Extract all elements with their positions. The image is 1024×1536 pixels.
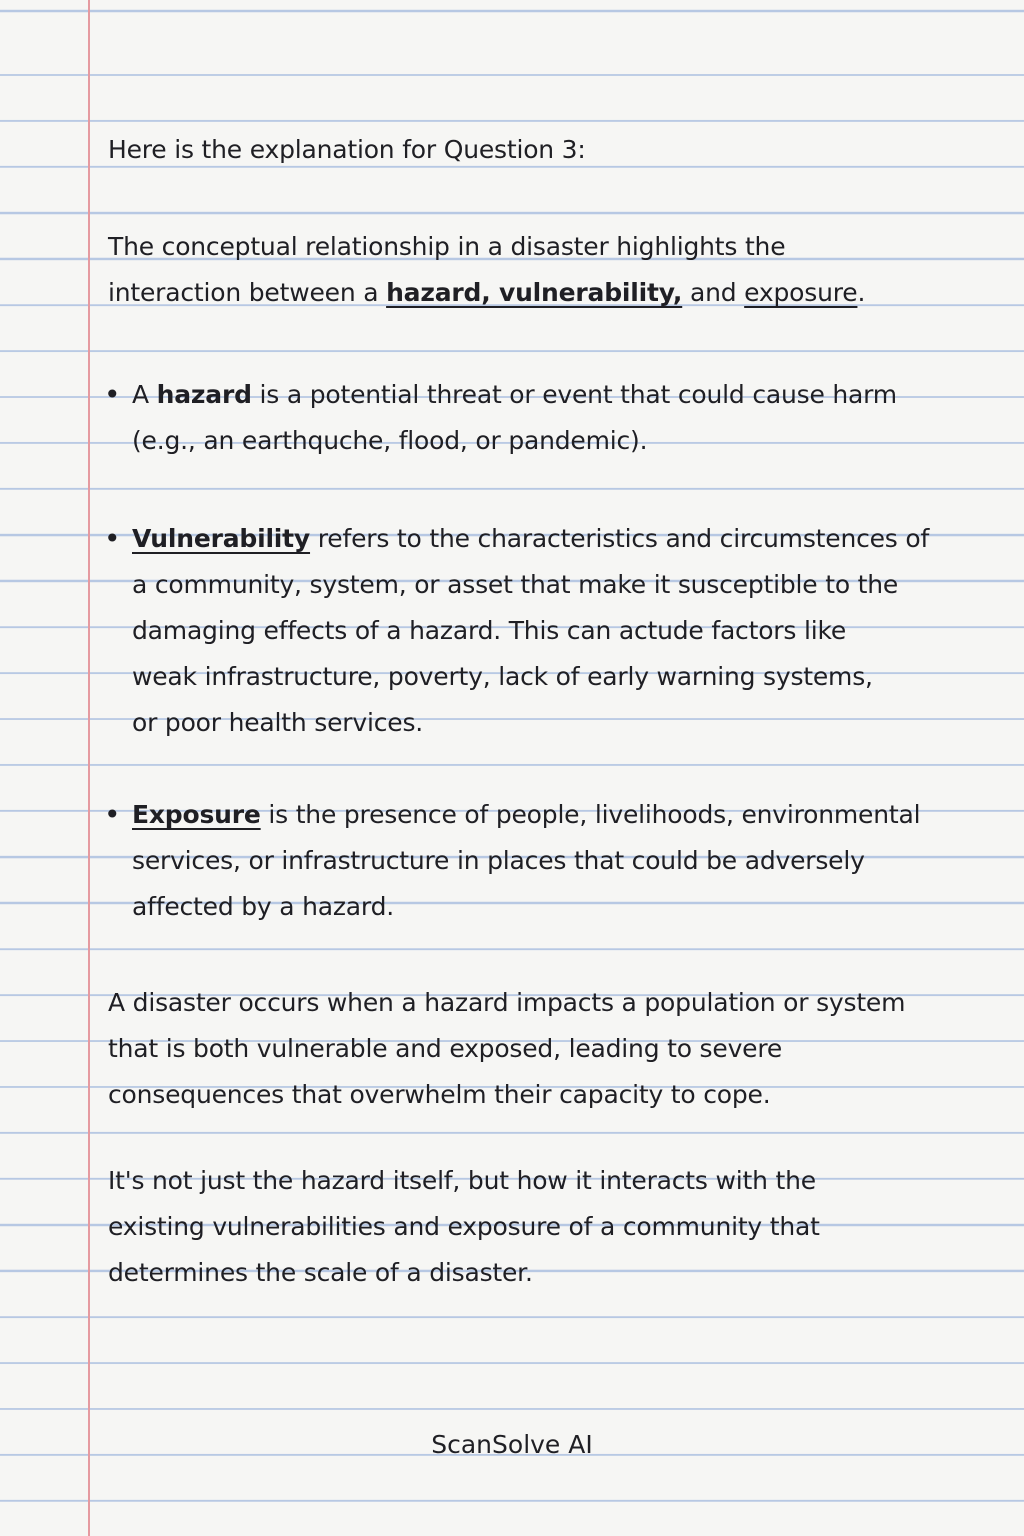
term-vulnerability: Vulnerability — [132, 524, 311, 553]
bullet-dot-icon: • — [104, 378, 121, 411]
bullet-line — [132, 372, 972, 418]
bullet-line: (e.g., an earthquche, flood, or pandemic). — [132, 426, 648, 455]
paragraph-relationship — [108, 224, 968, 316]
term-exposure: exposure — [744, 278, 858, 307]
bullet-line: services, or infrastructure in places that could be adversely — [132, 846, 865, 875]
term-hazard: hazard — [156, 380, 252, 409]
bullet-line — [132, 516, 972, 562]
paragraph-line: that is both vulnerable and exposed, leading to severe — [108, 1034, 783, 1063]
bullet-line: weak infrastructure, poverty, lack of early warning systems, — [132, 662, 873, 691]
paragraph-conclusion — [108, 1158, 968, 1296]
paragraph-line: The conceptual relationship in a disaster highlights the — [108, 232, 786, 261]
bullet-line — [132, 792, 972, 838]
text-span: . — [857, 278, 866, 307]
paragraph-line: existing vulnerabilities and exposure of a community that — [108, 1212, 820, 1241]
paragraph-line: consequences that overwhelm their capacity to cope. — [108, 1080, 771, 1109]
bullet-line: or poor health services. — [132, 708, 424, 737]
text-span: is a potential threat or event that could cause harm — [251, 380, 897, 409]
text-span: refers to the characteristics and circumstences of — [310, 524, 930, 553]
bullet-line: a community, system, or asset that make it susceptible to the — [132, 570, 899, 599]
term-hazard-vulnerability: hazard, vulnerability, — [386, 278, 683, 307]
bullet-line: damaging effects of a hazard. This can actude factors like — [132, 616, 847, 645]
paragraph-line: It's not just the hazard itself, but how it interacts with the — [108, 1166, 816, 1195]
paragraph-line: determines the scale of a disaster. — [108, 1258, 533, 1287]
footer-brand: ScanSolve AI — [431, 1430, 593, 1459]
bullet-dot-icon: • — [104, 798, 121, 831]
term-exposure: Exposure — [132, 800, 261, 829]
paragraph-disaster — [108, 980, 968, 1118]
intro-heading — [108, 127, 968, 173]
intro-text: Here is the explanation for Question 3: — [108, 135, 586, 164]
text-span: interaction between a — [108, 278, 387, 307]
text-span: is the presence of people, livelihoods, environmental — [260, 800, 921, 829]
paragraph-line: A disaster occurs when a hazard impacts a population or system — [108, 988, 906, 1017]
bullet-dot-icon: • — [104, 522, 121, 555]
paragraph-line — [108, 270, 968, 316]
bullet-line: affected by a hazard. — [132, 892, 394, 921]
text-span: A — [132, 380, 157, 409]
text-span: and — [682, 278, 745, 307]
